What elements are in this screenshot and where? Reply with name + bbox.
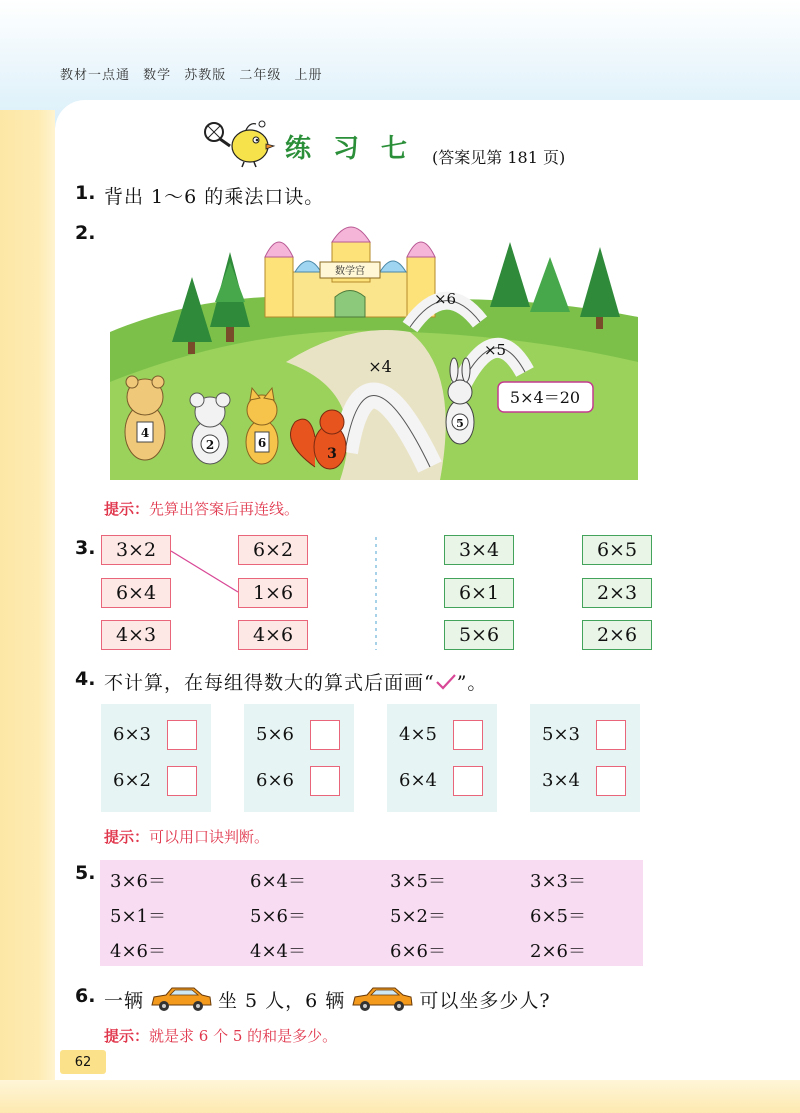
palace-sign: 数学宫 <box>335 266 365 277</box>
q3-box[interactable]: 6×1 <box>444 578 514 608</box>
q5-expr[interactable]: 4×4＝ <box>250 941 306 962</box>
q4-answer-box[interactable] <box>167 766 197 796</box>
q4-answer-box[interactable] <box>167 720 197 750</box>
q4-group-1 <box>101 704 211 812</box>
q4-answer-box[interactable] <box>310 766 340 796</box>
q2-hint-label: 提示： <box>104 500 150 518</box>
q2-hint-text: 先算出答案后再连线。 <box>149 500 300 518</box>
q3-box[interactable]: 6×2 <box>238 535 308 565</box>
q3-box[interactable]: 4×3 <box>101 620 171 650</box>
q4-answer-box[interactable] <box>453 720 483 750</box>
q4-expr: 6×3 <box>113 724 151 745</box>
q4-answer-box[interactable] <box>453 766 483 796</box>
q3-box[interactable]: 5×6 <box>444 620 514 650</box>
q3-box[interactable]: 6×5 <box>582 535 652 565</box>
q4-text-before: 不计算，在每组得数大的算式后面画“ <box>104 672 435 694</box>
q4-hint <box>104 826 269 847</box>
car-icon <box>148 985 214 1013</box>
q3-box[interactable]: 1×6 <box>238 578 308 608</box>
q5-expr[interactable]: 3×6＝ <box>110 871 166 892</box>
q4-expr: 6×2 <box>113 770 151 791</box>
svg-text:6: 6 <box>257 436 267 450</box>
q5-number: 5. <box>75 862 96 884</box>
svg-text:5×4＝20: 5×4＝20 <box>509 388 581 407</box>
q6-hint <box>104 1025 337 1046</box>
q4-text <box>104 668 487 695</box>
svg-text:2: 2 <box>205 438 215 452</box>
q5-expr[interactable]: 4×6＝ <box>110 941 166 962</box>
q4-expr: 6×6 <box>256 770 294 791</box>
q4-expr: 4×5 <box>399 724 437 745</box>
q5-expr[interactable]: 6×6＝ <box>390 941 446 962</box>
q4-answer-box[interactable] <box>596 766 626 796</box>
q4-hint-text: 可以用口诀判断。 <box>149 828 270 846</box>
q1-number: 1. <box>75 182 96 204</box>
q3-box[interactable]: 6×4 <box>101 578 171 608</box>
q6-part3: 可以坐多少人? <box>419 989 551 1012</box>
q4-expr: 3×4 <box>542 770 580 791</box>
q5-expr[interactable]: 3×3＝ <box>530 871 586 892</box>
svg-text:×6: ×6 <box>433 290 457 308</box>
q4-group-2 <box>244 704 354 812</box>
q5-expr[interactable]: 6×5＝ <box>530 906 586 927</box>
q6-number: 6. <box>75 985 96 1007</box>
q5-expr[interactable]: 6×4＝ <box>250 871 306 892</box>
q1-text: 背出 1～6 的乘法口诀。 <box>104 186 325 208</box>
bottom-strip <box>0 1080 800 1113</box>
q6-hint-label: 提示： <box>104 1027 150 1045</box>
q6-hint-text: 就是求 6 个 5 的和是多少。 <box>149 1027 338 1045</box>
q3-box[interactable]: 3×2 <box>101 535 171 565</box>
q4-number: 4. <box>75 668 96 690</box>
page-number: 62 <box>60 1050 106 1074</box>
q5-expr[interactable]: 3×5＝ <box>390 871 446 892</box>
q6-part2: 坐 5 人，6 辆 <box>218 989 346 1012</box>
q3-box[interactable]: 2×6 <box>582 620 652 650</box>
q3-box[interactable]: 3×4 <box>444 535 514 565</box>
svg-text:5: 5 <box>456 417 464 430</box>
q2-number: 2. <box>75 222 96 244</box>
q4-expr: 6×4 <box>399 770 437 791</box>
q4-text-after: ”。 <box>456 672 488 694</box>
checkmark-icon <box>435 673 457 691</box>
q5-expr[interactable]: 2×6＝ <box>530 941 586 962</box>
q4-expr: 5×6 <box>256 724 294 745</box>
q4-group-3 <box>387 704 497 812</box>
q4-group-4 <box>530 704 640 812</box>
q4-answer-box[interactable] <box>596 720 626 750</box>
svg-text:4: 4 <box>140 426 150 440</box>
q6-part1: 一辆 <box>104 989 145 1012</box>
svg-text:×4: ×4 <box>368 357 392 376</box>
book-info: 教材一点通 数学 苏教版 二年级 上册 <box>60 68 323 83</box>
svg-text:×5: ×5 <box>483 341 507 359</box>
q3-number: 3. <box>75 537 96 559</box>
car-icon <box>349 985 415 1013</box>
q6-text <box>104 985 551 1013</box>
q5-expr[interactable]: 5×6＝ <box>250 906 306 927</box>
q5-expr[interactable]: 5×2＝ <box>390 906 446 927</box>
q4-expr: 5×3 <box>542 724 580 745</box>
q4-answer-box[interactable] <box>310 720 340 750</box>
answer-reference: (答案见第 181 页) <box>432 148 566 167</box>
exercise-title: 练习七 <box>285 134 430 164</box>
q5-expr[interactable]: 5×1＝ <box>110 906 166 927</box>
q4-hint-label: 提示： <box>104 828 150 846</box>
svg-text:3: 3 <box>327 446 337 462</box>
q3-box[interactable]: 2×3 <box>582 578 652 608</box>
q5-panel <box>100 860 643 966</box>
q3-box[interactable]: 4×6 <box>238 620 308 650</box>
